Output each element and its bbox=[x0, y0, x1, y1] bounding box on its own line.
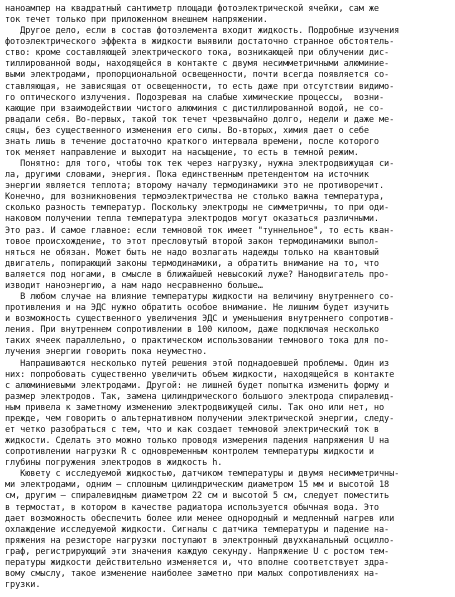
text-line: Кювету с исследуемой жидкостью, датчиком температуры и двумя несимметричны- bbox=[5, 469, 400, 480]
text-line: наноампер на квадратный сантиметр площади фотоэлектрической ячейки, сам же bbox=[5, 4, 379, 14]
text-line: см, другим – спиралевидным диаметром 22 см и высотой 5 см, следует поместить bbox=[5, 491, 390, 502]
text-line: Другое дело, если в состав фотоэлемента входит жидкость. Подробные изучения bbox=[5, 26, 400, 37]
text-line: изводит наноэнергию, а нам надо несравненно больше… bbox=[5, 280, 263, 291]
text-line: выми электродами, пропорциональной освещенности, почти всегда появляется со- bbox=[5, 70, 390, 81]
text-line: пературы жидкости действительно изменяется и, что вполне соответствует здра- bbox=[5, 557, 390, 568]
text-line: рвадали себя. Во-первых, такой ток течет чрезвычайно долго, недели и даже ме- bbox=[5, 114, 395, 125]
text-line: го оптического излучения. Подозревая на слабые химические процессы, возни- bbox=[5, 92, 385, 103]
text-line: вому смыслу, такое изменение наиболее заметно при малых сопротивлениях на- bbox=[5, 568, 379, 579]
text-line: ла, другими словами, энергия. Пока единственным претендентом на источник bbox=[5, 170, 369, 181]
text-line: с алюминиевыми электродами. Другой: не лишней будет попытка изменить форму и bbox=[5, 380, 390, 391]
text-line: противления и на ЭДС нужно обратить особое внимание. Не лишним будет изучить bbox=[5, 303, 390, 314]
text-line: таких ячеек параллельно, о практическом использовании темнового тока для по- bbox=[5, 336, 390, 347]
text-line: сяцы, без существенного изменения его силы. Во-вторых, химия дает о себе bbox=[5, 125, 369, 136]
text-line: дает возможность обеспечить более или менее однородный и медленный нагрев или bbox=[5, 513, 395, 524]
text-line: Напрашиваются несколько путей решения этой поднадоевшей проблемы. Один из bbox=[5, 358, 390, 369]
text-line: ток меняет направление и выходит на насыщение, то есть в темной режим. bbox=[5, 148, 359, 159]
text-line: пряжения на резисторе нагрузки поступают в электронный двухканальный осцилло- bbox=[5, 535, 395, 546]
text-line: грузки. bbox=[5, 580, 41, 591]
text-line: жидкости. Сделать это можно только проводя измерения падения напряжения U на bbox=[5, 436, 390, 447]
text-line: фотоэлектрического эффекта в жидкости выявили достаточно странное обстоятель- bbox=[5, 37, 395, 48]
text-line: ток течет только при приложенном внешнем напряжении. bbox=[5, 15, 268, 26]
text-line: сколько разность температур. Поскольку электроды не симметричны, то при оди- bbox=[5, 203, 390, 214]
text-line: граф, регистрирующий эти значения каждую секунду. Напряжение U с ростом тем- bbox=[5, 546, 390, 557]
text-line: Это раз. И самое главное: если темновой ток имеет "туннельное", то есть кван- bbox=[5, 225, 395, 236]
text-line: ставляющая, не зависящая от освещенности, то есть даже при отсутствии видимо- bbox=[5, 81, 395, 92]
text-line: знать лишь в течение достаточно краткого интервала времени, после которого bbox=[5, 136, 379, 147]
text-line: ство: кроме составляющей электрического тока, возникающей при облучении дис- bbox=[5, 48, 390, 59]
text-line: тиллированной воды, находящейся в контакте с двумя несимметричными алюминие- bbox=[5, 59, 390, 70]
text-line: В любом случае на влияние температуры жидкости на величину внутреннего со- bbox=[5, 292, 395, 303]
text-line: Понятно: для того, чтобы ток тек через нагрузку, нужна электродвижущая си- bbox=[5, 159, 395, 170]
text-line: и возможность существенного увеличения ЭДС и уменьшения внутреннего сопротив- bbox=[5, 314, 395, 325]
text-line: глубины погружения электродов в жидкость h. bbox=[5, 458, 223, 469]
text-line: лучения энергии говорить пока неуместно. bbox=[5, 347, 208, 358]
text-line: товое происхождение, то этот пресловутый второй закон термодинамики выпол- bbox=[5, 236, 379, 247]
text-line: охлаждение исследуемой жидкости. Сигналы с датчика температуры и падение на- bbox=[5, 524, 390, 535]
text-line: няться не обязан. Может быть не надо возлагать надежды только на квантовый bbox=[5, 247, 379, 258]
text-line: размер электродов. Так, замена цилиндрического большого электрода спиралевид- bbox=[5, 391, 395, 402]
text-line: ным привела к заметному изменению электродвижущей силы. Так оно или нет, но bbox=[5, 402, 385, 413]
text-line: ми электродами, одним – сплошным цилиндрическим диаметром 15 мм и высотой 18 bbox=[5, 480, 390, 491]
document-body bbox=[5, 4, 450, 591]
text-line: валяется под ногами, в смысле в ближайшей невысокий луже? Нанодвигатель про- bbox=[5, 269, 390, 280]
text-line: сопротивлении нагрузки R с одновременным контролем температуры жидкости и bbox=[5, 447, 374, 458]
text-line: двигатель, попирающий законы термодинамики, а обратить внимание на то, что bbox=[5, 258, 379, 269]
text-line: энергии является теплота; второму началу термодинамики это не противоречит. bbox=[5, 181, 385, 192]
text-line: ет четко разобраться с тем, что и как создает темновой электрический ток в bbox=[5, 424, 379, 435]
text-line: прежде, чем говорить о альтернативном получении электрической энергии, следу- bbox=[5, 413, 395, 424]
text-line: Конечно, для возникновения термоэлектричества не столько важна температура, bbox=[5, 192, 385, 203]
text-line: кающие при взаимодействии чистого алюминия с дистиллированной водой, не со- bbox=[5, 103, 385, 114]
text-line: в термостат, в котором в качестве радиатора используется обычная вода. Это bbox=[5, 502, 379, 513]
text-line: ления. При внутреннем сопротивлении в 100 килоом, даже подключая несколько bbox=[5, 325, 379, 336]
text-line: наковом получении тепла температура электродов могут оказаться различными. bbox=[5, 214, 379, 225]
text-line: них: попробовать существенно увеличить объем жидкости, находящейся в контакте bbox=[5, 369, 395, 380]
